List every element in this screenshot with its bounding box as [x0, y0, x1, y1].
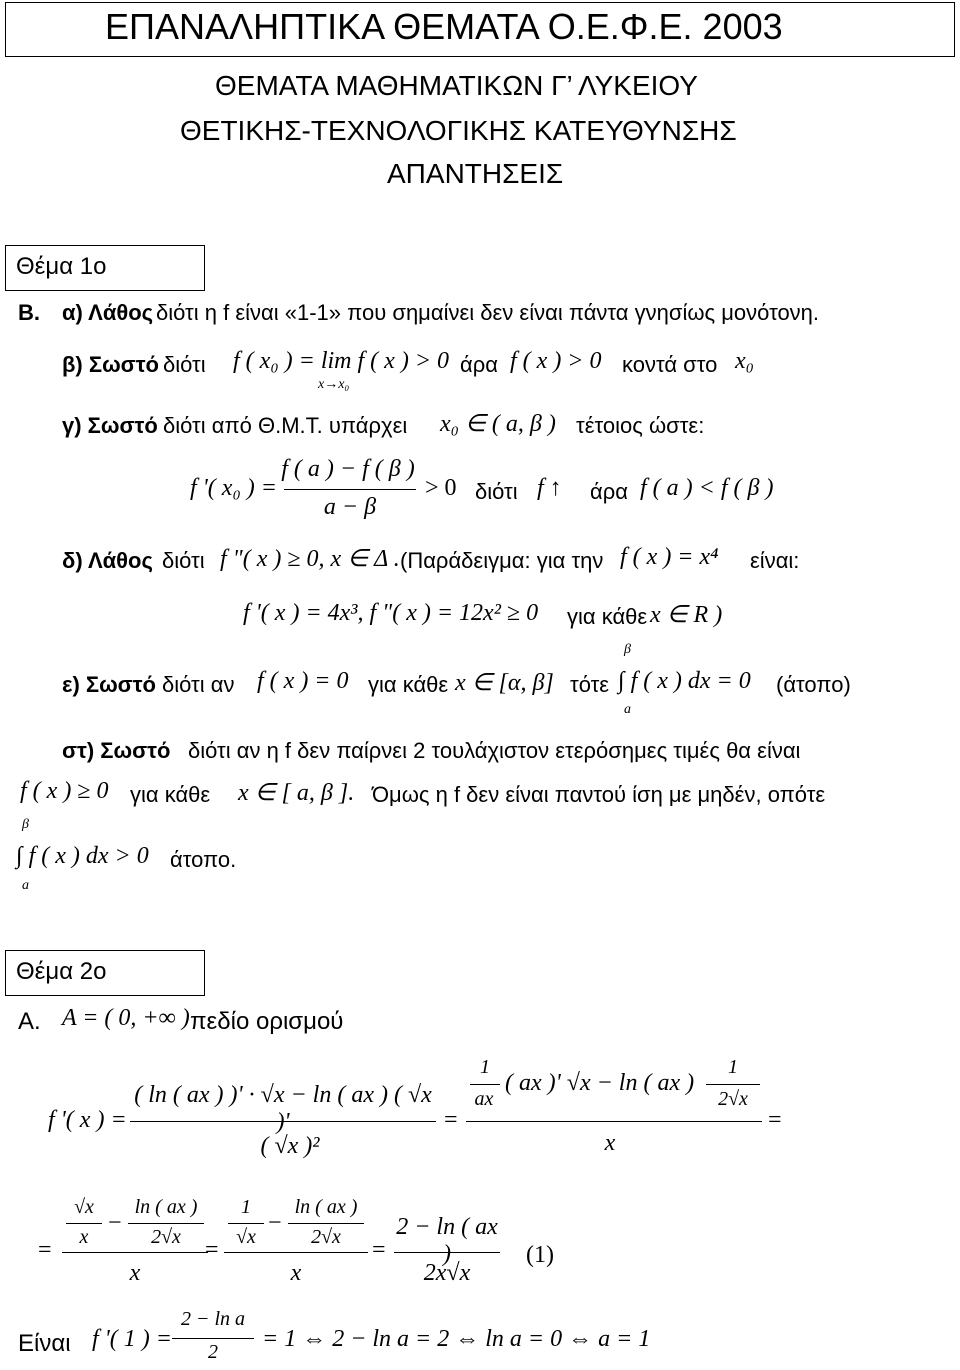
- item-st-line2-end: Όμως η f δεν είναι παντού ίση με μηδέν, οπότε: [372, 782, 826, 807]
- line3-d-den: 2√x: [311, 1226, 341, 1248]
- item-d-line2-text: για κάθε: [567, 604, 648, 629]
- last-num: 2 − ln a: [180, 1308, 246, 1330]
- theme2-domain: A = ( 0, +∞ ): [62, 1005, 190, 1031]
- item-e-interval: x ∈ [α, β]: [455, 670, 554, 696]
- item-st-integral: ∫ f ( x ) dx > 0: [16, 843, 149, 869]
- item-d-text: διότι: [162, 548, 205, 573]
- item-d-label: δ) Λάθος: [62, 548, 153, 573]
- last-text: Είναι: [18, 1330, 71, 1357]
- subtitle-line-3: ΑΠΑΝΤΗΣΕΙΣ: [387, 158, 564, 189]
- deriv-eq-1: =: [444, 1107, 458, 1133]
- item-b-answer-label: β) Σωστό: [62, 352, 159, 377]
- item-c-gt: > 0: [425, 475, 457, 501]
- item-b-formula-1: f ( x₀ ) = lim f ( x ) > 0: [233, 348, 450, 374]
- item-e-label: ε) Σωστό: [62, 672, 156, 697]
- line3-den: x: [129, 1260, 141, 1286]
- item-st-line2-interval: x ∈ [ a, β ].: [238, 780, 355, 806]
- line3-e-num: 2 − ln ( ax ): [396, 1214, 498, 1267]
- item-b-text-2: άρα: [460, 352, 498, 377]
- line3-a-num: √x: [74, 1196, 94, 1218]
- item-e-end: (άτοπο): [776, 672, 851, 697]
- line3-c-bar: [228, 1223, 264, 1224]
- frac2-num-d: 1: [728, 1056, 738, 1078]
- deriv-frac1-num: ( ln ( ax ) )' · √x − ln ( ax ) ( √x )': [134, 1082, 432, 1135]
- line3-d-bar: [288, 1223, 364, 1224]
- item-e-text-2: για κάθε: [368, 672, 449, 697]
- line3-b-den: 2√x: [151, 1226, 181, 1248]
- item-d-example-2: είναι:: [750, 548, 800, 573]
- item-b-x0: x₀: [735, 348, 754, 374]
- frac2-num-e: 2√x: [718, 1088, 748, 1110]
- line3-minus-2: −: [268, 1210, 282, 1236]
- item-st-label: στ) Σωστό: [62, 738, 171, 763]
- item-a-text: διότι η f είναι «1-1» που σημαίνει δεν είναι πάντα γνησίως μονότονη.: [156, 300, 820, 325]
- item-c-lhs: f '( x₀ ) =: [190, 475, 277, 501]
- item-st-line2-text: για κάθε: [130, 782, 211, 807]
- item-c-fraction-bar: [284, 489, 416, 490]
- line3-c-num: 1: [241, 1196, 251, 1218]
- item-c-result: f ( a ) < f ( β ): [640, 475, 774, 501]
- line3-eq-0: =: [38, 1237, 52, 1263]
- frac2-den: x: [604, 1130, 616, 1156]
- item-c-formula: x₀ ∈ ( a, β ): [440, 411, 556, 437]
- line3-main-bar-2: [224, 1252, 368, 1253]
- item-c-ara: άρα: [590, 479, 628, 504]
- item-e-formula: f ( x ) = 0: [257, 668, 349, 694]
- deriv-frac1-bar: [130, 1121, 436, 1122]
- line3-a-den: x: [79, 1226, 89, 1248]
- item-b-lim-sub: x→x₀: [318, 377, 350, 392]
- item-b-label: Β.: [18, 300, 40, 325]
- item-d-line2-end: x ∈ R ): [650, 602, 723, 628]
- theme2-heading: Θέμα 2ο: [16, 958, 107, 985]
- line3-c-den: √x: [236, 1226, 256, 1248]
- item-st-text-1: διότι αν η f δεν παίρνει 2 τουλάχιστον ετερόσημες τιμές θα είναι: [188, 738, 801, 763]
- theme2-domain-text: πεδίο ορισμού: [190, 1008, 344, 1035]
- frac2-num-b: ax: [474, 1088, 494, 1110]
- item-c-text: διότι από Θ.Μ.Τ. υπάρχει: [163, 413, 408, 438]
- item-d-formula: f "( x ) ≥ 0, x ∈ Δ .: [220, 546, 400, 572]
- frac2-bar: [466, 1121, 762, 1122]
- line3-e-bar: [394, 1252, 500, 1253]
- theme1-heading: Θέμα 1ο: [16, 253, 107, 280]
- frac2-num-a: 1: [480, 1056, 490, 1078]
- item-c-text-2: τέτοιος ώστε:: [576, 413, 705, 438]
- frac2-small-bar-1: [470, 1084, 500, 1085]
- item-e-integral: ∫ f ( x ) dx = 0: [618, 668, 751, 694]
- subtitle-line-2: ΘΕΤΙΚΗΣ-ΤΕΧΝΟΛΟΓΙΚΗΣ ΚΑΤΕΥΘΥΝΣΗΣ: [180, 115, 737, 146]
- item-b-text-1: διότι: [163, 352, 206, 377]
- frac2-num-c: ( ax )' √x − ln ( ax ): [505, 1070, 695, 1096]
- line3-eq-1: =: [205, 1237, 219, 1263]
- item-e-lower-limit: a: [624, 702, 631, 717]
- item-st-end: άτοπο.: [170, 847, 237, 872]
- deriv-lhs: f '( x ) =: [48, 1107, 127, 1133]
- item-e-upper-limit: β: [624, 642, 631, 657]
- item-st-lower-limit: a: [22, 878, 29, 893]
- deriv-frac1-den: ( √x )²: [260, 1133, 320, 1159]
- item-a-label: α) Λάθος: [62, 300, 154, 325]
- line3-b-num: ln ( ax ): [134, 1196, 198, 1218]
- theme2-a-label: Α.: [18, 1008, 41, 1035]
- line3-d-num: ln ( ax ): [294, 1196, 358, 1218]
- last-bar: [172, 1338, 254, 1339]
- last-lhs: f '( 1 ) =: [92, 1326, 172, 1352]
- line3-a-bar: [66, 1223, 102, 1224]
- item-c-numerator: f ( a ) − f ( β ): [281, 456, 415, 482]
- item-e-text-3: τότε: [570, 672, 610, 697]
- line3-eq-2: =: [372, 1237, 386, 1263]
- item-d-example: (Παράδειγμα: για την: [400, 548, 604, 573]
- item-c-f-increasing: f ↑: [537, 475, 562, 501]
- line3-b-bar: [128, 1223, 204, 1224]
- last-rest: = 1 ⇔ 2 − ln a = 2 ⇔ ln a = 0 ⇔ a = 1: [262, 1326, 651, 1352]
- page-title: ΕΠΑΝΑΛΗΠΤΙΚΑ ΘΕΜΑΤΑ Ο.Ε.Φ.Ε. 2003: [105, 6, 783, 47]
- line3-minus-1: −: [108, 1210, 122, 1236]
- item-st-line2-f: f ( x ) ≥ 0: [20, 778, 109, 804]
- item-st-upper-limit: β: [22, 817, 29, 832]
- frac2-small-bar-2: [706, 1084, 760, 1085]
- item-b-formula-2: f ( x ) > 0: [510, 348, 602, 374]
- subtitle-line-1: ΘΕΜΑΤΑ ΜΑΘΗΜΑΤΙΚΩΝ Γ’ ΛΥΚΕΙΟΥ: [215, 70, 698, 101]
- item-d-example-f: f ( x ) = x⁴: [620, 544, 719, 570]
- item-d-line2-formula: f '( x ) = 4x³, f "( x ) = 12x² ≥ 0: [243, 600, 539, 626]
- deriv-eq-2: =: [768, 1107, 782, 1133]
- item-c-label: γ) Σωστό: [62, 413, 158, 438]
- last-den: 2: [208, 1341, 218, 1363]
- equation-number: (1): [526, 1242, 554, 1268]
- item-c-denominator: a − β: [323, 494, 377, 520]
- item-b-text-3: κοντά στο: [622, 352, 718, 377]
- line3-main-bar-1: [62, 1252, 208, 1253]
- item-c-dioti: διότι: [475, 479, 518, 504]
- item-e-text: διότι αν: [162, 672, 235, 697]
- line3-den-2: x: [290, 1260, 302, 1286]
- line3-e-den: 2x√x: [423, 1260, 471, 1286]
